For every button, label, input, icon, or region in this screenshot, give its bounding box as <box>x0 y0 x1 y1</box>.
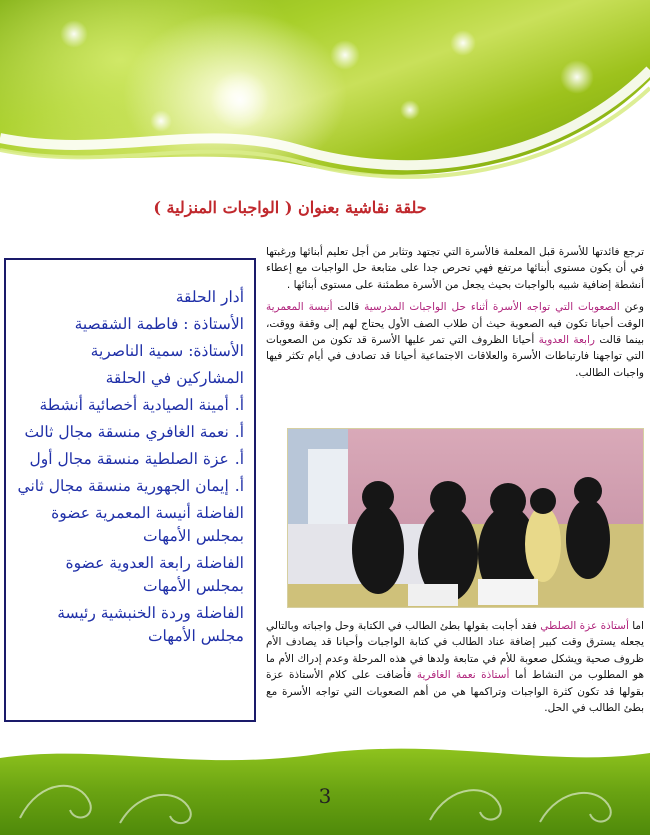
participants-box <box>4 258 256 722</box>
page-title: حلقة نقاشية بعنوان ( الواجبات المنزلية ) <box>153 198 427 217</box>
text-run: الوقت أحيانا تكون فيه الصعوبة حيث أن طلاب الصف الأول يحتاج لهم إلى وقفة ووقت، بينما قالت <box>266 317 645 347</box>
text-run: أحيانا الظروف التي تمر عليها الأسرة قد تكون من الصعوبات التي تواجهنا فارتباطات الأسرة والعلاقات الاجتماعية أحيانا قد تصادف في أيام تكثر فيها واجبات الطالب. <box>266 334 644 379</box>
participant-text: إيمان الجهورية منسقة مجال ثاني <box>17 477 229 495</box>
text-run: فأضافت على كلام الأستاذة عزة بقولها قد تكون كثرة الواجبات وتراكمها هي من أهم الصعوبات التي تواجه الأسرة مع بطئ الطالب في الحل. <box>266 669 644 715</box>
sparkle <box>210 70 270 130</box>
sparkle <box>60 20 88 48</box>
participant-text: الأستاذة: سمية الناصرية <box>90 342 244 360</box>
meeting-photo-illustration <box>288 429 644 608</box>
article-continuation <box>266 618 644 716</box>
participant-text: الفاضلة أنيسة المعمرية عضوة بمجلس الأمهات <box>51 504 244 545</box>
article-paragraph <box>266 299 644 381</box>
highlight-text: الصعوبات التي تواجه الأسرة أثناء حل الواجبات المدرسية <box>364 301 620 314</box>
participant-line <box>16 552 244 598</box>
header-swoosh <box>0 0 650 200</box>
participant-text: المشاركين في الحلقة <box>105 369 244 387</box>
highlight-text: أستاذة نعمة الغافرية <box>416 669 510 682</box>
article-paragraph <box>266 618 644 716</box>
list-marker: أ. <box>234 396 244 414</box>
participant-line <box>16 421 244 444</box>
sparkle <box>150 110 172 132</box>
participant-text: الأستاذة : فاطمة الشقصية <box>74 315 244 333</box>
participant-line <box>16 502 244 548</box>
list-marker: أ. <box>234 423 244 441</box>
sparkle <box>330 40 360 70</box>
text-run: اما <box>628 620 644 632</box>
highlight-text: أستاذة عزة الصلطي <box>540 620 629 632</box>
participant-line <box>16 313 244 336</box>
highlight-text: أنيسة المعمرية <box>266 301 333 314</box>
list-marker: أ. <box>234 450 244 468</box>
participant-text: نعمة الغافري منسقة مجال ثالث <box>24 423 229 441</box>
participant-line <box>16 367 244 390</box>
list-marker: أ. <box>234 477 244 495</box>
article-paragraph: ترجع فائدتها للأسرة قبل المعلمة فالأسرة التي تجتهد وتثابر من أجل تعليم أبنائها ورغبتها في أن يكون مستوى أبنائها مرتفع فهي تحرص جدا على متابعة حل الواجبات مع إعطاء أنشطة إضافية شبيه بالواجبات بحيث يجعل من الأسرة مطمئنة على مستوى أبنائها . <box>266 246 644 291</box>
participant-text: عزة الصلطية منسقة مجال أول <box>29 450 229 468</box>
sparkle <box>560 60 594 94</box>
participant-text: أمينة الصيادية أخصائية أنشطة <box>39 396 229 414</box>
participant-line <box>16 340 244 363</box>
text-run: فقد أجابت بقولها بطئ الطالب في الكتابة وحل واجباته وبالتالي يجعله يسترق وقت كبير إضافة عناد الطالب في كتابة الواجبات وأحيانا قد يصادف الأم ظروف صحية ويشكل صعوبة للأم في متابعة ولدها في هذه المرحلة وعدم إدراك الأم ما هو المطلوب من النشاط أما <box>266 620 644 682</box>
participant-text: الفاضلة رابعة العدوية عضوة بمجلس الأمهات <box>65 554 244 595</box>
participant-line <box>16 286 244 309</box>
participant-line <box>16 448 244 471</box>
participant-line <box>16 394 244 417</box>
page-number: 3 <box>318 784 332 808</box>
participant-line <box>16 602 244 648</box>
highlight-text: رابعة العدوية <box>538 334 595 347</box>
participant-line <box>16 475 244 498</box>
participant-text: أدار الحلقة <box>175 288 244 306</box>
participant-text: الفاضلة وردة الخنبشية رئيسة مجلس الأمهات <box>57 604 244 645</box>
article-body <box>266 244 644 387</box>
sparkle <box>400 100 420 120</box>
sparkle <box>450 30 476 56</box>
meeting-photo <box>287 428 644 608</box>
text-run: قالت <box>332 301 365 314</box>
text-run: وعن <box>619 301 645 314</box>
